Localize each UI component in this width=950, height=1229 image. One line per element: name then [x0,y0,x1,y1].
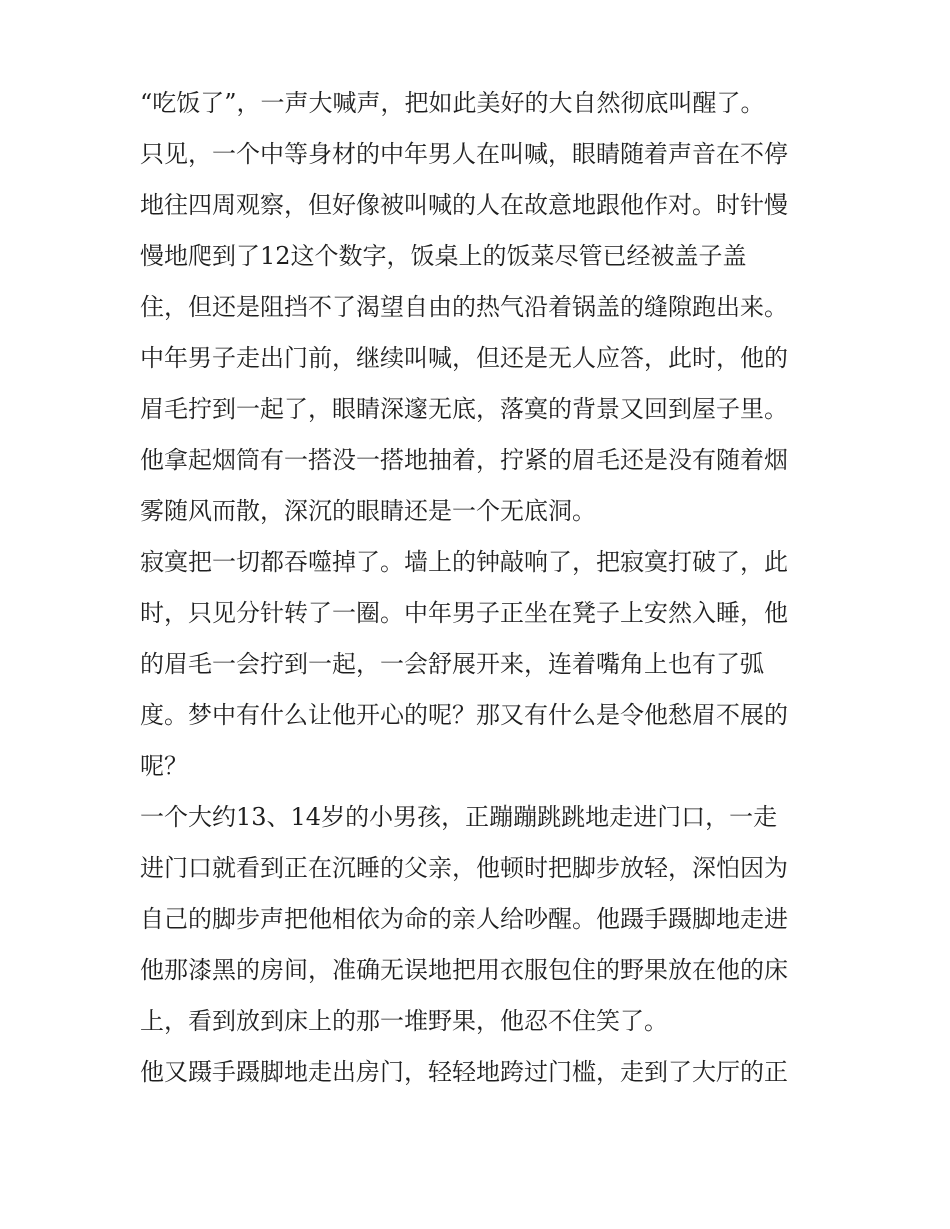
text-line: 的眉毛一会拧到一起，一会舒展开来，连着嘴角上也有了弧 [140,650,764,678]
text-line: 中年男子走出门前，继续叫喊，但还是无人应答，此时，他的 [140,344,788,372]
text-line: 他拿起烟筒有一搭没一搭地抽着，拧紧的眉毛还是没有随着烟 [140,446,788,474]
text-line: 他又蹑手蹑脚地走出房门，轻轻地跨过门槛，走到了大厅的正 [140,1058,788,1086]
text-line: 眉毛拧到一起了，眼睛深邃无底，落寞的背景又回到屋子里。 [140,395,788,423]
text-line: 时，只见分针转了一圈。中年男子正坐在凳子上安然入睡，他 [140,599,788,627]
text-line: 只见，一个中等身材的中年男人在叫喊，眼睛随着声音在不停 [140,140,788,168]
text-line: 地往四周观察，但好像被叫喊的人在故意地跟他作对。时针慢 [140,191,788,219]
text-line: 寂寞把一切都吞噬掉了。墙上的钟敲响了，把寂寞打破了，此 [140,548,788,576]
text-line: 住，但还是阻挡不了渴望自由的热气沿着锅盖的缝隙跑出来。 [140,293,788,321]
text-line: “吃饭了”，一声大喊声，把如此美好的大自然彻底叫醒了。 [140,89,765,117]
text-line: 进门口就看到正在沉睡的父亲，他顿时把脚步放轻，深怕因为 [140,854,788,882]
text-line: 雾随风而散，深沉的眼睛还是一个无底洞。 [140,497,596,525]
text-line: 呢？ [140,752,188,780]
text-line: 一个大约13、14岁的小男孩，正蹦蹦跳跳地走进门口，一走 [140,803,778,831]
text-line: 他那漆黑的房间，准确无误地把用衣服包住的野果放在他的床 [140,956,788,984]
text-line: 度。梦中有什么让他开心的呢？那又有什么是令他愁眉不展的 [140,701,788,729]
text-line: 自己的脚步声把他相依为命的亲人给吵醒。他蹑手蹑脚地走进 [140,905,788,933]
body-text [140,78,830,1098]
text-line: 上，看到放到床上的那一堆野果，他忍不住笑了。 [140,1007,668,1035]
text-line: 慢地爬到了12这个数字，饭桌上的饭菜尽管已经被盖子盖 [140,242,747,270]
